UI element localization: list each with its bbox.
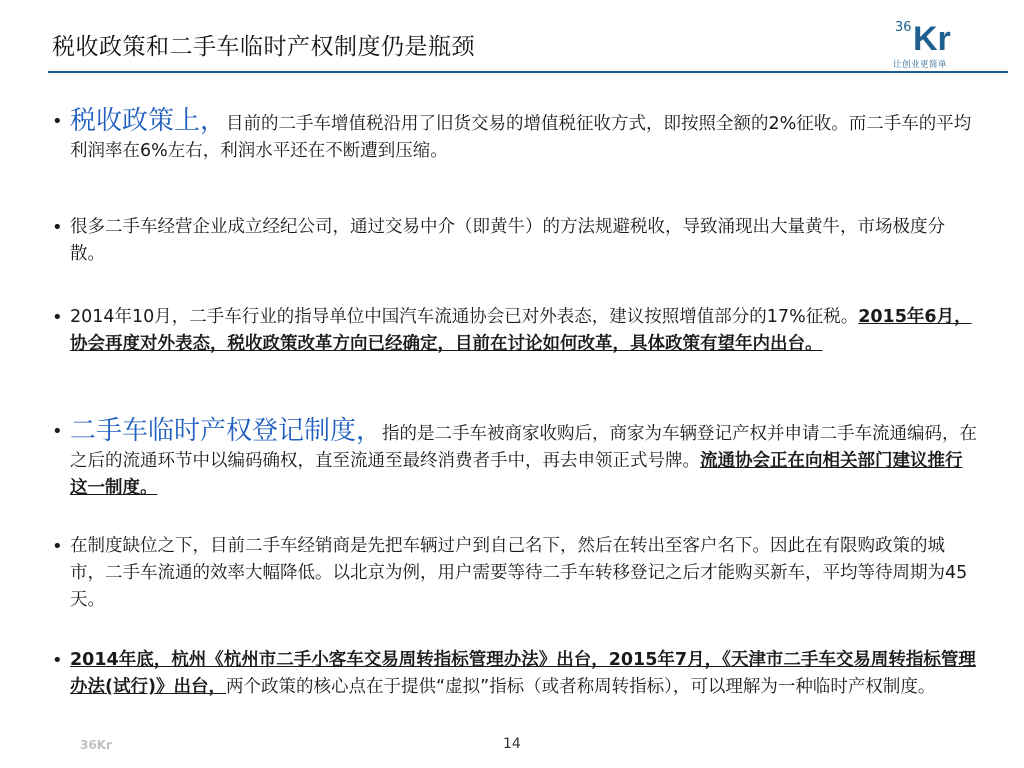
bullet-dot: • [52,217,63,238]
bullet-dot: • [52,421,63,442]
title-divider [48,71,1008,73]
bullet-dot: • [52,111,63,132]
bullet-text: 在制度缺位之下，目前二手车经销商是先把车辆过户到自己名下，然后在转出至客户名下。因此在有限购政策的城市，二手车流通的效率大幅降低。以北京为例，用户需要等待二手车转移登记之后才能购买新车，平均等待周期为45天。 [70,536,968,610]
logo-number: 36 [895,20,912,35]
bullet-text: 指的是二手车被商家收购后，商家为车辆登记产权并申请二手车流通编码，在之后的流通环节中以编码确权，直至流通至最终消费者手中，再去申领正式号牌。 [70,424,978,471]
bullet-item [52,647,977,701]
bullet-dot: • [52,307,63,328]
bullet-item [52,214,977,268]
bullet-dot: • [52,650,63,671]
bullet-text: 很多二手车经营企业成立经纪公司，通过交易中介（即黄牛）的方法规避税收，导致涌现出大量黄牛，市场极度分散。 [70,217,945,264]
bullet-emphasis: 2015年6月，协会再度对外表态，税收政策改革方向已经确定，目前在讨论如何改革，具体政策有望年内出台。 [70,307,972,354]
bullet-text: 目前的二手车增值税沿用了旧货交易的增值税征收方式，即按照全额的2%征收。而二手车的平均利润率在6%左右，利润水平还在不断遭到压缩。 [70,114,972,161]
bullet-item [52,533,977,614]
page-number: 14 [503,736,521,752]
highlight-heading: 二手车临时产权登记制度， [70,416,383,446]
36kr-logo [893,20,973,72]
bullet-text: 2014年10月，二手车行业的指导单位中国汽车流通协会已对外表态，建议按照增值部分的17%征税。 [70,307,859,327]
bullet-item [52,304,977,358]
bullet-item [52,418,977,502]
bullet-emphasis: 流通协会正在向相关部门建议推行这一制度。 [70,451,963,498]
slide-title: 税收政策和二手车临时产权制度仍是瓶颈 [52,34,475,60]
footer-logo: 36Kr [80,738,112,752]
bullet-dot: • [52,536,63,557]
bullet-emphasis: 2014年底，杭州《杭州市二手小客车交易周转指标管理办法》出台，2015年7月，《天津市二手车交易周转指标管理办法(试行)》出台， [70,650,976,697]
logo-tagline: 让创业更简单 [893,60,948,70]
bullet-text: 两个政策的核心点在于提供“虚拟”指标（或者称周转指标），可以理解为一种临时产权制度。 [226,677,936,697]
logo-brand: Kr [913,20,951,58]
highlight-heading: 税收政策上， [70,106,227,136]
bullet-item [52,108,977,165]
